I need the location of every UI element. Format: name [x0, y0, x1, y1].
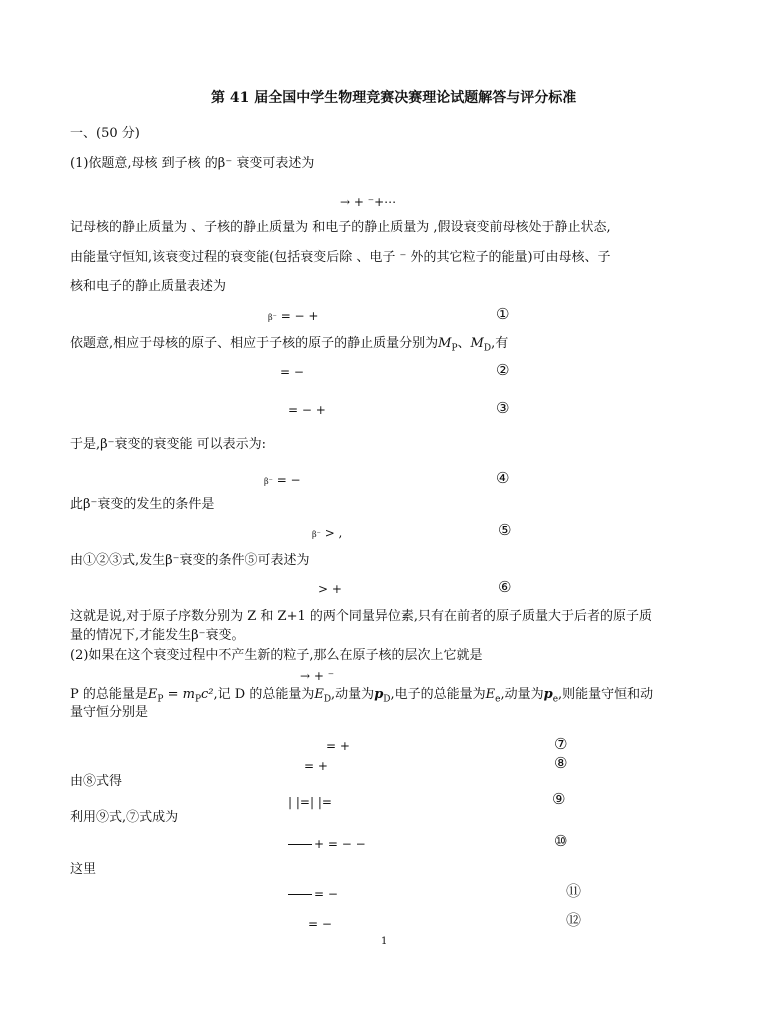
paragraph-line: [70, 687, 653, 708]
equation-1: [268, 308, 318, 326]
subscript: D: [483, 343, 492, 354]
equation-8: = +: [304, 759, 328, 773]
equation-marker: ⑥: [498, 578, 512, 596]
paragraph-line: [70, 336, 508, 357]
equation-marker: ⑤: [498, 521, 512, 539]
equation-12: = −: [308, 917, 332, 931]
beta-subscript: β⁻: [268, 313, 277, 322]
subscript: e: [552, 694, 559, 705]
separator: 、: [457, 336, 471, 351]
paragraph-text: P 的总能量是: [70, 687, 148, 702]
paragraph-line: 量的情况下,才能发生β⁻衰变。: [70, 628, 245, 643]
equation-marker: ①: [496, 305, 510, 323]
subscript: D: [323, 694, 332, 705]
paragraph-line: 核和电子的静止质量表述为: [70, 279, 227, 294]
equation-10: [288, 836, 366, 852]
paragraph-text: ,则能量守恒和动: [558, 687, 654, 702]
equation-6: > +: [318, 582, 342, 596]
beta-subscript: β⁻: [312, 530, 321, 539]
symbol-m: = m: [163, 687, 195, 702]
equation-9: | |=| |=: [288, 795, 332, 809]
part2-decay-equation: → + ⁻: [300, 669, 335, 683]
part1-intro: (1)依题意,母核 到子核 的β⁻ 衰变可表述为: [70, 156, 315, 171]
equation-5-body: > ,: [324, 526, 343, 540]
equation-marker: ⑦: [554, 735, 568, 753]
equation-10-body: + = − −: [314, 837, 366, 851]
equation-marker: ⑨: [552, 790, 566, 808]
part2-intro: (2)如果在这个衰变过程中不产生新的粒子,那么在原子核的层次上它就是: [70, 648, 483, 663]
symbol-E: E: [314, 687, 324, 702]
equation-7: = +: [326, 739, 350, 753]
paragraph-text: ,记 D 的总能量为: [213, 687, 315, 702]
paragraph-text: ,动量为: [500, 687, 544, 702]
subscript: e: [495, 694, 501, 705]
paragraph-text: ,动量为: [331, 687, 375, 702]
section-header: 一、(50 分): [70, 126, 140, 141]
equation-4-body: = −: [276, 473, 301, 487]
equation-5: [312, 525, 342, 543]
equation-marker: ⑫: [566, 911, 582, 929]
subscript: P: [451, 343, 458, 354]
subscript: D: [383, 694, 391, 705]
equation-marker: ⑪: [566, 882, 582, 900]
symbol-E: E: [485, 687, 496, 702]
paragraph-line: 由⑧式得: [70, 774, 123, 789]
page-title: 第 41 届全国中学生物理竞赛决赛理论试题解答与评分标准: [211, 90, 577, 106]
symbol-c2: c²: [201, 687, 214, 702]
equation-1-body: = − +: [280, 309, 319, 323]
subscript: P: [194, 694, 201, 705]
paragraph-line: 由能量守恒知,该衰变过程的衰变能(包括衰变后除 、电子 ⁻ 外的其它粒子的能量)可由母核、子: [70, 250, 611, 265]
paragraph-line: 于是,β⁻衰变的衰变能 可以表示为:: [70, 437, 267, 452]
symbol-E: E: [147, 687, 158, 702]
equation-marker: ⑩: [554, 832, 568, 850]
paragraph-text: ,有: [491, 336, 509, 351]
equation-marker: ③: [496, 399, 510, 417]
equation-3: = − +: [288, 403, 326, 417]
equation-4: [264, 472, 301, 490]
equation-2: = −: [280, 365, 304, 379]
paragraph-line: 这里: [70, 862, 97, 877]
paragraph-line: 此β⁻衰变的发生的条件是: [70, 497, 215, 512]
symbol-p: p: [374, 687, 384, 702]
paragraph-line: 由①②③式,发生β⁻衰变的条件⑤可表述为: [70, 553, 310, 568]
equation-marker: ④: [496, 469, 510, 487]
equation-11-body: = −: [314, 887, 338, 901]
subscript: P: [157, 694, 164, 705]
paragraph-line: 这就是说,对于原子序数分别为 Z 和 Z+1 的两个同量异位素,只有在前者的原子质量大于后者的原子质: [70, 609, 653, 624]
equation-marker: ②: [496, 361, 510, 379]
fraction-bar: [288, 894, 312, 895]
page-number: 1: [381, 936, 388, 947]
beta-subscript: β⁻: [264, 477, 273, 486]
equation-11: [288, 886, 338, 902]
symbol-p: p: [543, 687, 553, 702]
paragraph-text: 依题意,相应于母核的原子、相应于子核的原子的静止质量分别为: [70, 336, 439, 351]
paragraph-line: 记母核的静止质量为 、子核的静止质量为 和电子的静止质量为 ,假设衰变前母核处于静止状态,: [70, 220, 611, 235]
fraction-bar: [288, 844, 312, 845]
paragraph-line: 利用⑨式,⑦式成为: [70, 810, 179, 825]
paragraph-line: 量守恒分别是: [70, 705, 149, 720]
paragraph-text: ,电子的总能量为: [390, 687, 486, 702]
equation-marker: ⑧: [554, 754, 568, 772]
symbol-M: M: [438, 336, 452, 351]
part1-decay-equation: → + ⁻+⋯: [340, 195, 397, 209]
symbol-M: M: [470, 336, 484, 351]
